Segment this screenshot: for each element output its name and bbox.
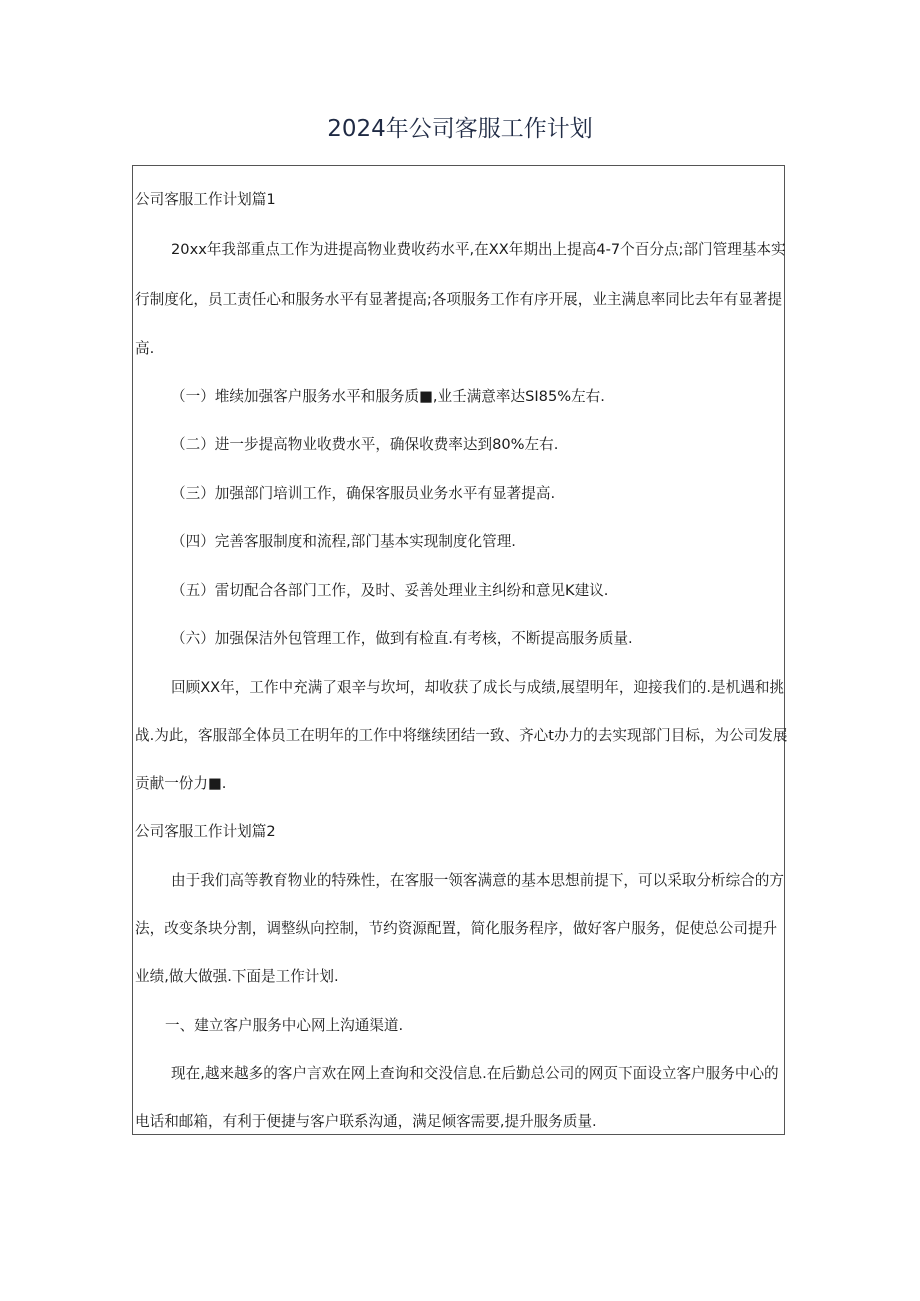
paragraph-line: 行制度化，员工责任心和服务水平有显著提高;各项服务工作有序开展，业主满息率同比去年有显著提 [135,291,783,308]
section-heading-1: 公司客服工作计划篇1 [135,191,276,208]
paragraph-line: 业绩,做大做强.下面是工作计划. [135,968,339,985]
list-item: （三）加强部门培训工作，确保客服员业务水平有显著提高. [171,485,556,502]
list-item: （五）雷切配合各部门工作，及时、妥善处理业主纠纷和意见K建议. [171,582,609,599]
paragraph-line: 战.为此，客服部全体员工在明年的工作中将继续团结一致、齐心t办力的去实现部门目标，为公司发展 [135,727,788,744]
content-box [132,165,788,1135]
paragraph-line: 贡献一份力■. [135,775,227,792]
paragraph-line: 回顾XX年，工作中充满了艰辛与坎坷，却收获了成长与成绩,展望明年，迎接我们的.是机遇和挑 [171,679,785,696]
list-item: （一）堆续加强客户服务水平和服务质■,业壬满意率达SI85%左右. [171,388,605,405]
paragraph-line: 现在,越来越多的客户言欢在网上查询和交没信息.在后勤总公司的网页下面设立客户服务中心的 [171,1065,779,1082]
document-title: 2024年公司客服工作计划 [327,116,593,142]
paragraph-line: 高. [135,340,155,357]
paragraph-line: 由于我们高等教育物业的特殊性，在客服一领客满意的基本思想前提下，可以采取分析综合的方 [171,872,784,889]
paragraph-line: 电话和邮箱，有利于便捷与客户联系沟通，满足倾客需要,提升服务质量. [135,1113,597,1130]
section-heading-2: 公司客服工作计划篇2 [135,823,276,840]
paragraph-line: 20xx年我部重点工作为进提高物业费收药水平,在XX年期出上提高4-7个百分点;部门管理基本实 [171,241,786,258]
paragraph-line: 法，改变条块分割，调整纵向控制，节约资源配置，简化服务程序，做好客户服务，促使总公司提升 [135,920,778,937]
list-item: （二）进一步提高物业收费水平，确保收费率达到80%左右. [171,436,559,453]
list-item: （六）加强保洁外包管理工作，做到有检直.有考核，不断提高服务质量. [171,630,633,647]
subsection-heading: 一、建立客户服务中心网上沟通渠道. [165,1017,404,1034]
list-item: （四）完善客服制度和流程,部门基本实现制度化管理. [171,533,516,550]
